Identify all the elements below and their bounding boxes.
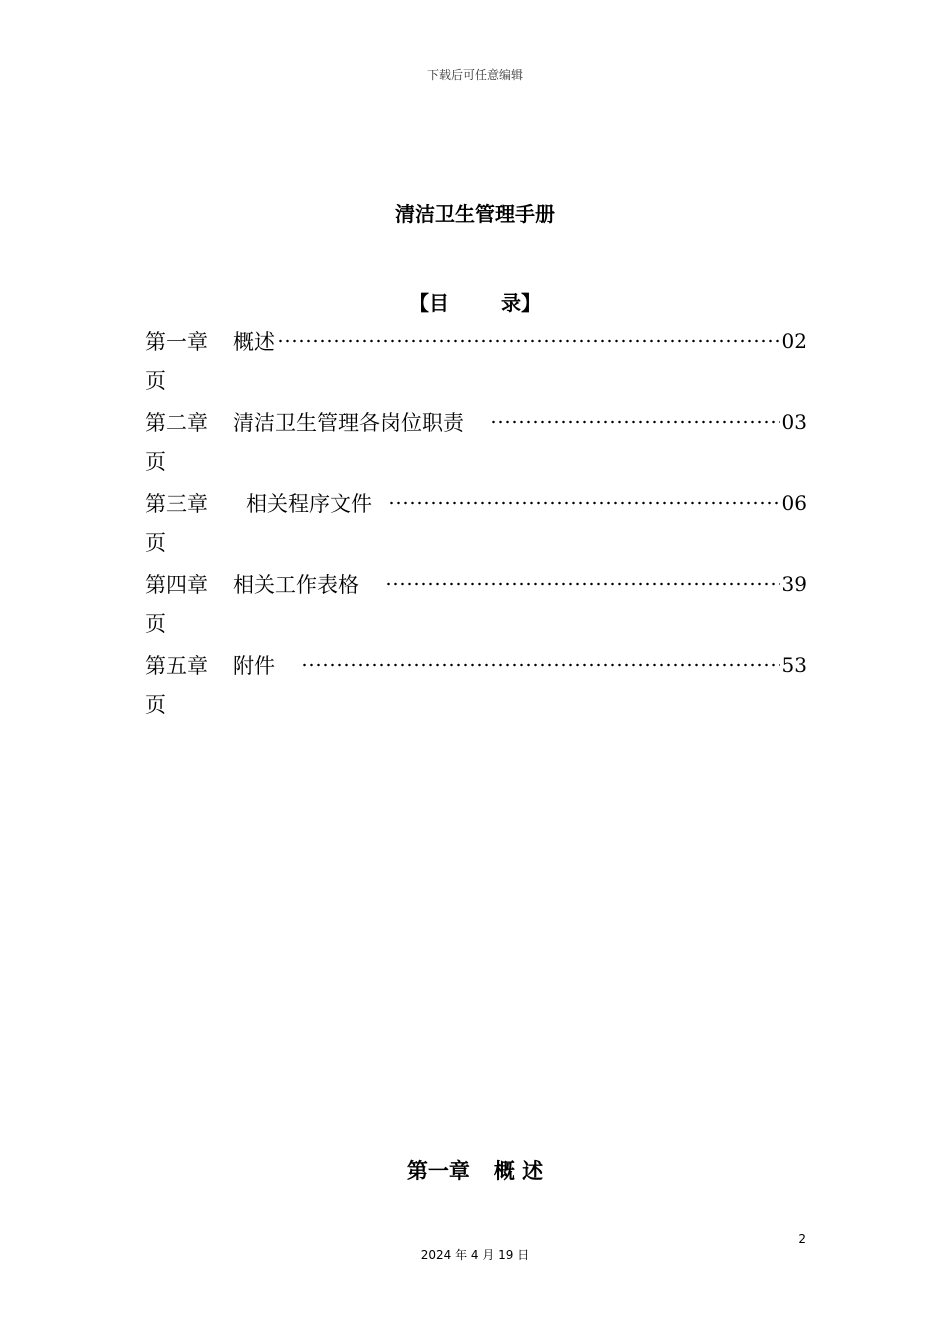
toc-page-suffix: 页 <box>145 612 166 636</box>
table-of-contents <box>145 320 807 725</box>
document-title: 清洁卫生管理手册 <box>395 202 555 226</box>
chapter-heading <box>0 1155 950 1185</box>
toc-chapter-title: 清洁卫生管理各岗位职责 <box>233 411 464 435</box>
toc-page-suffix: 页 <box>145 693 166 717</box>
chapter-heading-number: 第一章 <box>406 1159 470 1183</box>
toc-chapter-number: 第五章 <box>145 654 208 678</box>
toc-entry[interactable] <box>145 563 807 644</box>
toc-chapter-number: 第一章 <box>145 330 208 354</box>
toc-chapter-title: 附件 <box>233 654 275 678</box>
toc-entry[interactable] <box>145 482 807 563</box>
header-note: 下载后可任意编辑 <box>426 68 523 82</box>
toc-page-number: 06 <box>781 491 807 515</box>
toc-chapter-title: 相关工作表格 <box>233 573 359 597</box>
toc-page-suffix: 页 <box>145 531 166 555</box>
toc-entry[interactable] <box>145 320 807 401</box>
toc-dot-leader <box>490 407 780 437</box>
toc-page-number: 53 <box>781 653 807 677</box>
toc-page-number: 02 <box>781 329 807 353</box>
toc-page-suffix: 页 <box>145 369 166 393</box>
toc-chapter-title: 概述 <box>233 330 275 354</box>
toc-heading-open: 【目 <box>409 291 449 315</box>
toc-entry[interactable] <box>145 644 807 725</box>
footer-date: 2024 年 4 月 19 日 <box>420 1248 530 1262</box>
toc-chapter-title: 相关程序文件 <box>246 492 372 516</box>
chapter-heading-title: 概 述 <box>493 1159 544 1183</box>
toc-heading <box>0 287 950 316</box>
toc-heading-close: 录】 <box>501 291 541 315</box>
toc-page-number: 39 <box>781 572 807 596</box>
toc-dot-leader <box>301 650 780 680</box>
toc-chapter-number: 第三章 <box>145 492 208 516</box>
toc-entry[interactable] <box>145 401 807 482</box>
toc-page-suffix: 页 <box>145 450 166 474</box>
toc-chapter-number: 第二章 <box>145 411 208 435</box>
toc-dot-leader <box>385 569 780 599</box>
page-number: 2 <box>798 1232 806 1246</box>
toc-chapter-number: 第四章 <box>145 573 208 597</box>
toc-dot-leader <box>388 488 780 518</box>
toc-page-number: 03 <box>781 410 807 434</box>
toc-dot-leader <box>277 326 780 356</box>
